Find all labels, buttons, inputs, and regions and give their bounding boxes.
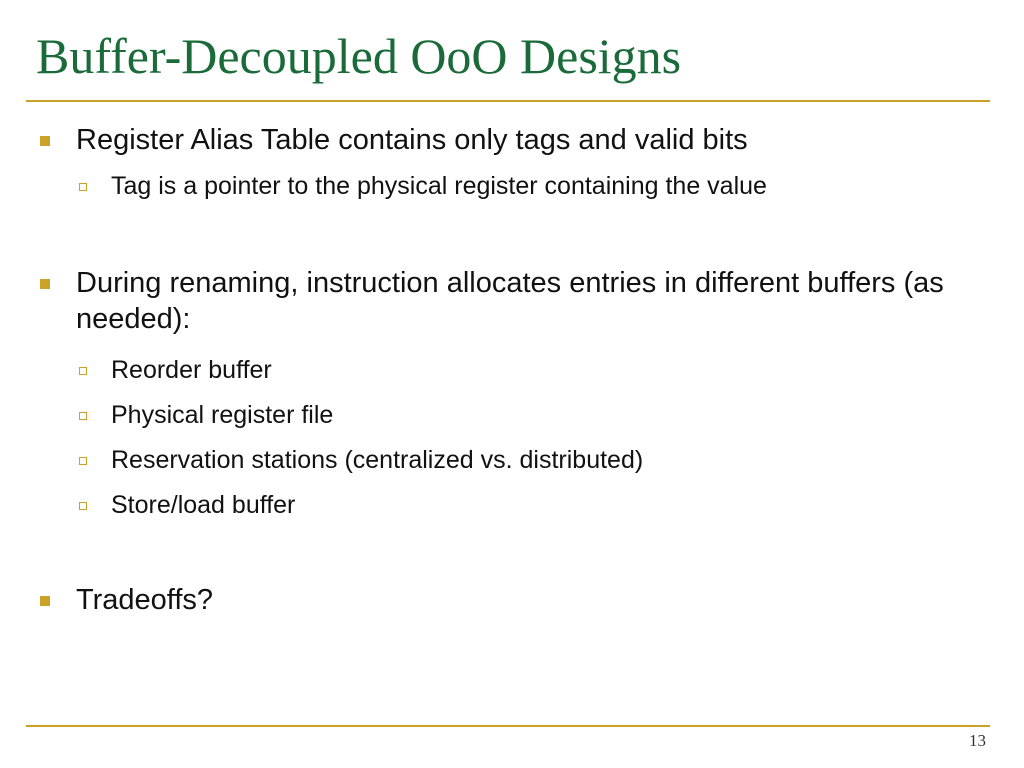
footer-divider — [26, 725, 990, 727]
square-bullet-icon — [40, 279, 50, 289]
sub-bullet-text: Physical register file — [111, 401, 334, 429]
bullet-item — [76, 265, 956, 337]
bullet-text: Tradeoffs? — [76, 584, 214, 616]
hollow-square-bullet-icon — [79, 412, 87, 420]
sub-bullet-item — [111, 170, 971, 202]
page-number: 13 — [969, 731, 986, 750]
hollow-square-bullet-icon — [79, 367, 87, 375]
bullet-text: Register Alias Table contains only tags and valid bits — [76, 124, 748, 156]
square-bullet-icon — [40, 596, 50, 606]
sub-bullet-text: Store/load buffer — [111, 491, 296, 519]
sub-bullet-text: Reorder buffer — [111, 356, 272, 384]
bullet-item — [76, 122, 956, 158]
sub-bullet-item — [111, 354, 971, 386]
sub-bullet-item — [111, 444, 971, 476]
sub-bullet-text: Reservation stations (centralized vs. distributed) — [111, 446, 644, 474]
slide-title: Buffer-Decoupled OoO Designs — [36, 28, 682, 84]
hollow-square-bullet-icon — [79, 183, 87, 191]
sub-bullet-item — [111, 399, 971, 431]
sub-bullet-item — [111, 489, 971, 521]
hollow-square-bullet-icon — [79, 457, 87, 465]
bullet-text: During renaming, instruction allocates entries in different buffers (as needed): — [76, 267, 944, 335]
sub-bullet-text: Tag is a pointer to the physical register containing the value — [111, 172, 767, 200]
hollow-square-bullet-icon — [79, 502, 87, 510]
square-bullet-icon — [40, 136, 50, 146]
bullet-item — [76, 582, 956, 618]
